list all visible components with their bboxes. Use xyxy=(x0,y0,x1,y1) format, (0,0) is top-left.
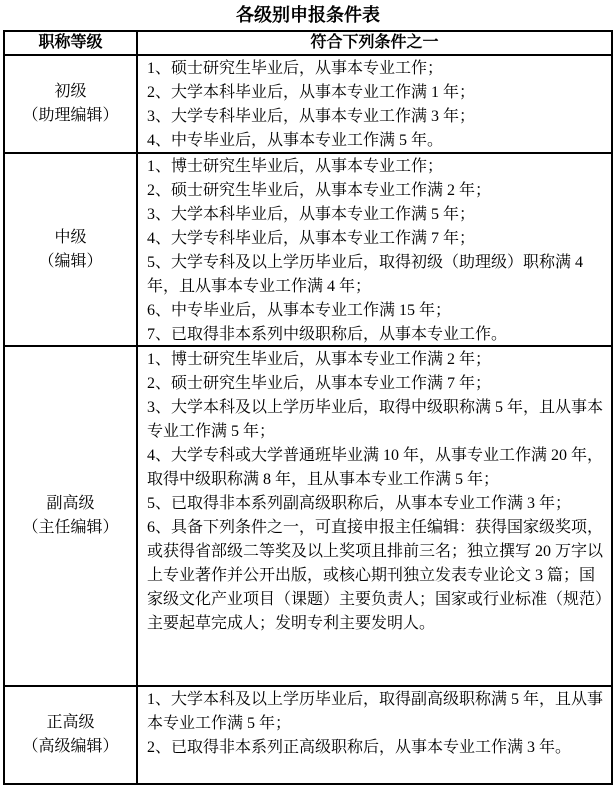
column-header-level: 职称等级 xyxy=(5,32,138,54)
level-name: 初级 xyxy=(54,83,87,100)
condition-item: 2、已取得非本系列正高级职称后，从事本专业工作满 3 年。 xyxy=(147,739,572,756)
condition-item: 3、大学专科毕业后，从事本专业工作满 3 年； xyxy=(147,108,476,125)
conditions-cell xyxy=(138,687,611,783)
level-subtitle: （主任编辑） xyxy=(22,519,119,536)
conditions-cell xyxy=(138,56,611,152)
level-cell xyxy=(5,687,138,783)
condition-item: 1、硕士研究生毕业后，从事本专业工作； xyxy=(147,60,444,77)
condition-item: 5、已取得非本系列副高级职称后，从事本专业工作满 3 年； xyxy=(147,495,572,512)
condition-item: 6、中专毕业后，从事本专业工作满 15 年； xyxy=(147,302,452,319)
level-subtitle: （助理编辑） xyxy=(22,107,119,124)
condition-item: 1、博士研究生毕业后，从事本专业工作满 2 年； xyxy=(147,351,492,368)
condition-item: 1、大学本科及以上学历毕业后，取得副高级职称满 5 年，且从事本专业工作满 5 年； xyxy=(147,691,604,732)
level-cell xyxy=(5,347,138,685)
level-name: 正高级 xyxy=(46,714,95,731)
conditions-table xyxy=(3,30,613,785)
level-subtitle: （编辑） xyxy=(38,252,103,270)
condition-item: 2、大学本科毕业后，从事本专业工作满 1 年； xyxy=(147,84,476,101)
level-cell xyxy=(5,56,138,152)
table-row-junior xyxy=(5,54,611,152)
condition-item: 6、具备下列条件之一，可直接申报主任编辑：获得国家级奖项，或获得省部级二等奖及以上奖项且排前三名；独立撰写 20 万字以上专业著作并公开出版，或核心期刊独立发表专业论文 3 篇；国家级文化产业项目（课题）主要负责人；国家或行业标准（规范）主要起草完成人；发明专利主要发明人。 xyxy=(147,519,604,632)
condition-item: 7、已取得非本系列中级职称后，从事本专业工作。 xyxy=(147,326,508,343)
condition-item: 1、博士研究生毕业后，从事本专业工作； xyxy=(147,158,444,175)
column-header-conditions: 符合下列条件之一 xyxy=(310,34,439,51)
condition-item: 5、大学专科及以上学历毕业后，取得初级（助理级）职称满 4 年，且从事本专业工作满 4 年； xyxy=(147,254,584,295)
table-row-full-senior xyxy=(5,685,611,783)
condition-item: 4、中专毕业后，从事本专业工作满 5 年。 xyxy=(147,132,444,149)
condition-item: 4、大学专科毕业后，从事本专业工作满 7 年； xyxy=(147,230,476,247)
conditions-cell xyxy=(138,154,611,345)
page-title: 各级别申报条件表 xyxy=(236,5,380,25)
condition-item: 3、大学本科毕业后，从事本专业工作满 5 年； xyxy=(147,206,476,223)
level-cell xyxy=(5,154,138,345)
table-row-intermediate xyxy=(5,152,611,345)
conditions-cell xyxy=(138,347,611,685)
level-name: 中级 xyxy=(54,228,87,246)
table-row-deputy-senior xyxy=(5,345,611,685)
condition-item: 3、大学本科及以上学历毕业后，取得中级职称满 5 年，且从事本专业工作满 5 年； xyxy=(147,399,604,440)
condition-item: 2、硕士研究生毕业后，从事本专业工作满 2 年； xyxy=(147,182,492,199)
condition-item: 4、大学专科或大学普通班毕业满 10 年，从事专业工作满 20 年，取得中级职称满 8 年，且从事本专业工作满 5 年； xyxy=(147,447,604,488)
level-subtitle: （高级编辑） xyxy=(22,738,119,755)
level-name: 副高级 xyxy=(46,495,95,512)
condition-item: 2、硕士研究生毕业后，从事本专业工作满 7 年； xyxy=(147,375,492,392)
table-header-row xyxy=(5,32,611,54)
